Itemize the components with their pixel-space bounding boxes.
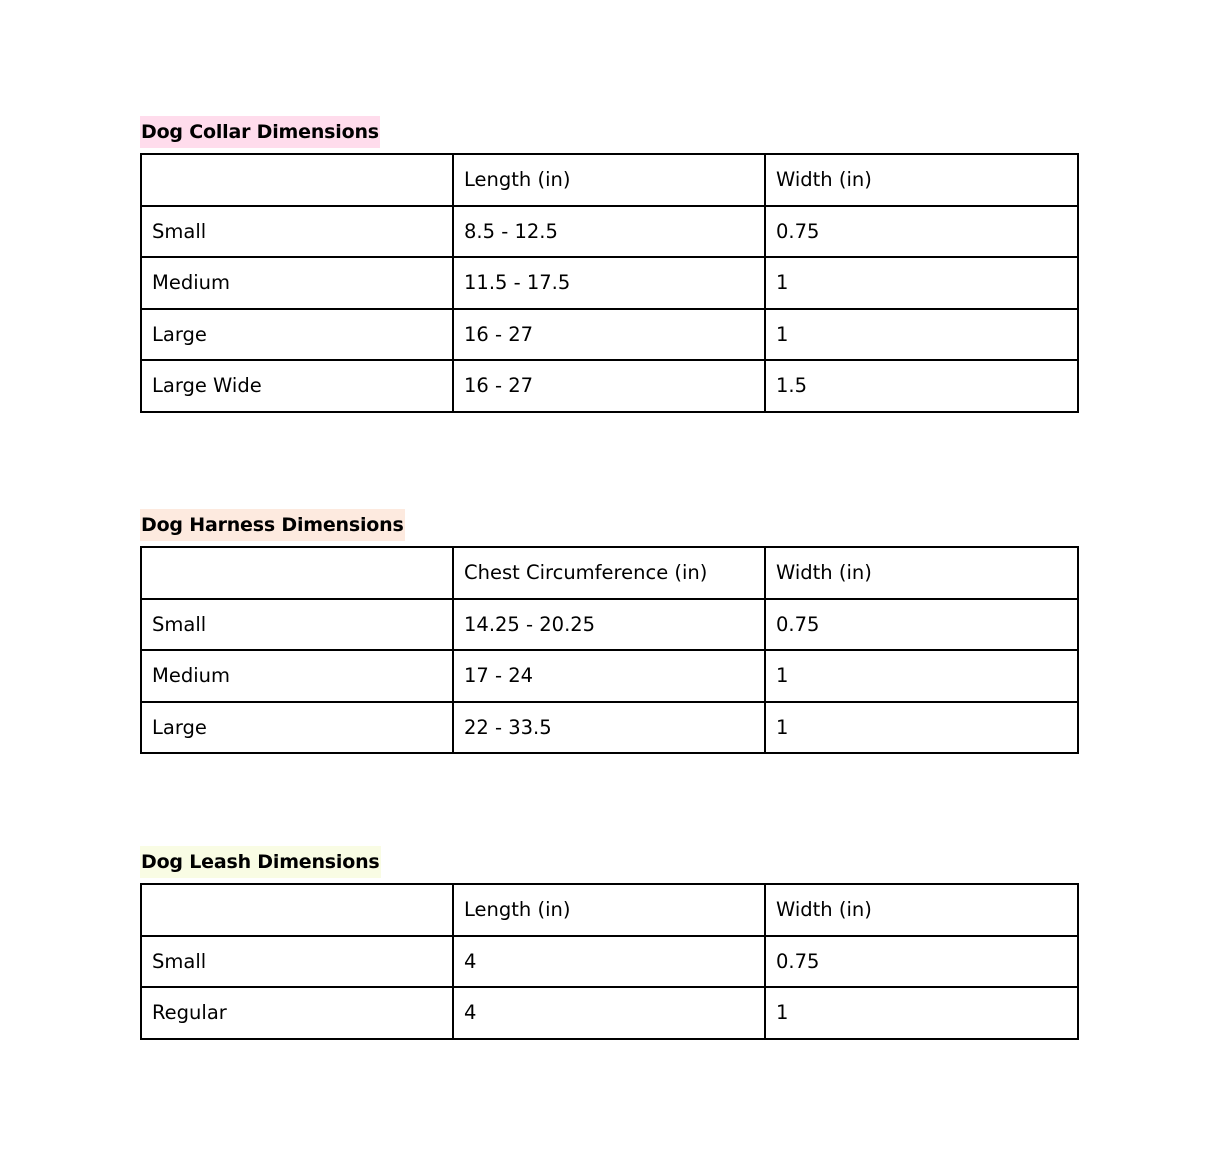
table-row <box>141 936 1078 988</box>
size-cell: Small <box>141 936 453 988</box>
table-header-row <box>141 884 1078 936</box>
table-row <box>141 599 1078 651</box>
table-row <box>141 650 1078 702</box>
size-cell: Large <box>141 309 453 361</box>
header-cell <box>141 547 453 599</box>
table-row <box>141 309 1078 361</box>
header-cell <box>141 884 453 936</box>
table-header-row <box>141 154 1078 206</box>
header-cell: Width (in) <box>765 884 1078 936</box>
width-cell: 1 <box>765 702 1078 754</box>
header-cell: Length (in) <box>453 884 765 936</box>
chest-cell: 14.25 - 20.25 <box>453 599 765 651</box>
width-cell: 0.75 <box>765 599 1078 651</box>
leash-section <box>140 846 1077 1040</box>
size-cell: Medium <box>141 257 453 309</box>
table-row <box>141 257 1078 309</box>
width-cell: 0.75 <box>765 936 1078 988</box>
size-cell: Small <box>141 206 453 258</box>
size-cell: Large <box>141 702 453 754</box>
leash-table <box>140 883 1079 1040</box>
size-cell: Large Wide <box>141 360 453 412</box>
length-cell: 4 <box>453 936 765 988</box>
header-cell: Length (in) <box>453 154 765 206</box>
header-cell: Width (in) <box>765 547 1078 599</box>
width-cell: 0.75 <box>765 206 1078 258</box>
chest-cell: 22 - 33.5 <box>453 702 765 754</box>
length-cell: 16 - 27 <box>453 360 765 412</box>
width-cell: 1.5 <box>765 360 1078 412</box>
leash-heading: Dog Leash Dimensions <box>140 846 381 878</box>
header-cell: Chest Circumference (in) <box>453 547 765 599</box>
length-cell: 4 <box>453 987 765 1039</box>
size-cell: Small <box>141 599 453 651</box>
length-cell: 16 - 27 <box>453 309 765 361</box>
harness-heading: Dog Harness Dimensions <box>140 509 405 541</box>
table-header-row <box>141 547 1078 599</box>
size-cell: Regular <box>141 987 453 1039</box>
chest-cell: 17 - 24 <box>453 650 765 702</box>
table-row <box>141 206 1078 258</box>
table-row <box>141 987 1078 1039</box>
length-cell: 8.5 - 12.5 <box>453 206 765 258</box>
header-cell <box>141 154 453 206</box>
length-cell: 11.5 - 17.5 <box>453 257 765 309</box>
table-row <box>141 360 1078 412</box>
collar-section <box>140 116 1077 413</box>
size-cell: Medium <box>141 650 453 702</box>
collar-table <box>140 153 1079 413</box>
width-cell: 1 <box>765 650 1078 702</box>
width-cell: 1 <box>765 257 1078 309</box>
width-cell: 1 <box>765 987 1078 1039</box>
width-cell: 1 <box>765 309 1078 361</box>
table-row <box>141 702 1078 754</box>
collar-heading: Dog Collar Dimensions <box>140 116 380 148</box>
harness-table <box>140 546 1079 754</box>
header-cell: Width (in) <box>765 154 1078 206</box>
harness-section <box>140 509 1077 754</box>
